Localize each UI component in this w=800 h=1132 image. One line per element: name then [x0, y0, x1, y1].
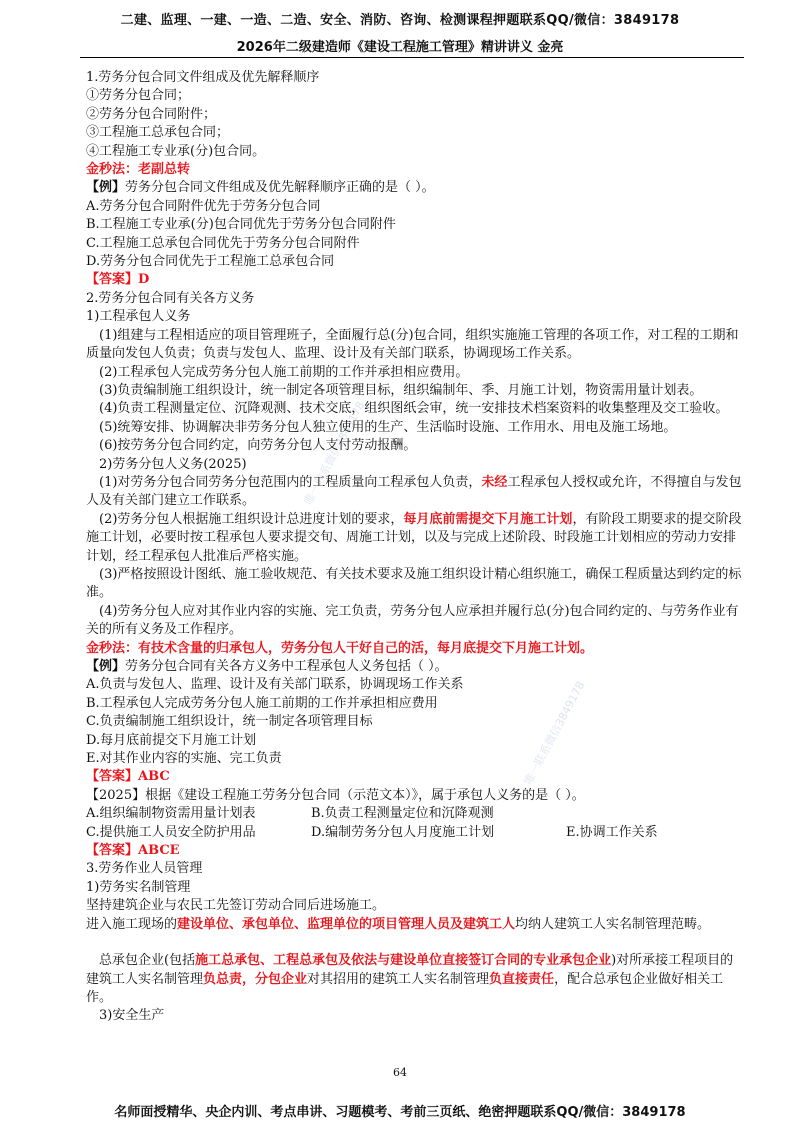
section-title: 2.劳务分包合同有关各方义务	[86, 290, 255, 306]
header-title: 2026年二级建造师《建设工程施工管理》精讲讲义 金亮	[236, 40, 564, 55]
watermark: 唯一联系微信3849178	[521, 679, 588, 788]
example-label: 【例】	[86, 180, 126, 196]
option: D.劳务分包合同优先于工程施工总承包合同	[86, 254, 335, 270]
list-item: ②劳务分包合同附件；	[86, 106, 217, 122]
header-contact-line: 二建、监理、一建、一造、二造、安全、消防、咨询、检测课程押题联系QQ/微信：3849178	[120, 13, 680, 28]
paragraph: 进入施工现场的建设单位、承包单位、监理单位的项目管理人员及建筑工人均纳人建筑工人实名制管理范畴。	[86, 916, 711, 932]
page-number: 64	[393, 1066, 407, 1079]
option: E.对其作业内容的实施、完工负责	[86, 751, 282, 767]
option: A.组织编制物资需用量计划表	[86, 806, 256, 822]
paragraph: (1)组建与工程相适应的项目管理班子，全面履行总(分)包合同，组织实施施工管理的各项工作，对工程的工期和质量向发包人负责；负责与发包人、监理、设计及有关部门联系，协调现场工作关系。	[86, 327, 739, 362]
option: A.负责与发包人、监理、设计及有关部门联系，协调现场工作关系	[86, 677, 464, 693]
paragraph: (1)对劳务分包合同劳务分包范围内的工程质量向工程承包人负责，未经工程承包人授权或允许，不得擅自与发包人及有关部门建立工作联系。	[86, 474, 742, 509]
option: C.提供施工人员安全防护用品	[86, 824, 256, 840]
example-question: 【2025】根据《建设工程施工劳务分包合同（示范文本）》，属于承包人义务的是（ ）。	[86, 787, 585, 803]
paragraph: (2)劳务分包人根据施工组织设计总进度计划的要求，每月底前需提交下月施工计划，有阶段工期要求的提交阶段施工计划，必要时按工程承包人要求提交旬、周施工计划，以及与完成上述阶段、时段施工计划相应的劳动力安排计划，经工程承包人批准后严格实施。	[86, 511, 742, 564]
option: C.工程施工总承包合同优先于劳务分包合同附件	[86, 235, 360, 251]
option: B.工程承包人完成劳务分包人施工前期的工作并承担相应费用	[86, 695, 438, 711]
section-title: 1.劳务分包合同文件组成及优先解释顺序	[86, 70, 320, 85]
document-body	[86, 69, 746, 1026]
option: A.劳务分包合同附件优先于劳务分包合同	[86, 198, 321, 214]
paragraph: 坚持建筑企业与农民工先签订劳动合同后进场施工。	[86, 898, 386, 914]
list-item: ③工程施工总承包合同；	[86, 125, 230, 141]
answer: 【答案】ABCE	[86, 843, 180, 859]
option: D.每月底前提交下月施工计划	[86, 732, 257, 748]
option: B.负责工程测量定位和沉降观测	[311, 806, 494, 822]
list-item: ①劳务分包合同；	[86, 88, 191, 104]
option: E.协调工作关系	[566, 824, 658, 840]
answer: 【答案】D	[86, 272, 150, 288]
example-label: 【例】	[86, 659, 126, 674]
header-divider	[80, 57, 744, 58]
paragraph: (3)负责编制施工组织设计，统一制定各项管理目标，组织编制年、季、月施工计划，物资需用量计划表。	[99, 382, 703, 398]
answer: 【答案】ABC	[86, 769, 170, 785]
subsection-title: 3)安全生产	[99, 1008, 165, 1024]
option-row	[86, 805, 746, 823]
paragraph: (6)按劳务分包合同约定，向劳务分包人支付劳动报酬。	[99, 438, 417, 454]
subsection-title: 1)劳务实名制管理	[86, 879, 191, 895]
example-question: 【例】劳务分包合同有关各方义务中工程承包人义务包括（ ）。	[86, 659, 448, 674]
paragraph: (5)统筹安排、协调解决非劳务分包人独立使用的生产、生活临时设施、工作用水、用电及施工场地。	[99, 419, 677, 435]
section-title: 3.劳务作业人员管理	[86, 861, 203, 877]
paragraph: (3)严格按照设计图纸、施工验收规范、有关技术要求及施工组织设计精心组织施工，确保工程质量达到约定的标准。	[86, 566, 742, 601]
paragraph: (2)工程承包人完成劳务分包人施工前期的工作并承担相应费用。	[99, 364, 469, 380]
option: C.负责编制施工组织设计，统一制定各项管理目标	[86, 714, 373, 730]
option-row	[86, 824, 746, 842]
page-footer: 名师面授精华、央企内训、考点串讲、习题模考、考前三页纸、绝密押题联系QQ/微信：3849178	[114, 1105, 686, 1120]
list-item: ④工程施工专业承(分)包合同。	[86, 143, 266, 159]
watermark: 唯一联系微信3849178	[301, 399, 368, 508]
option: B.工程施工专业承(分)包合同优先于劳务分包合同附件	[86, 217, 396, 233]
mnemonic: 金秒法：老副总转	[86, 162, 191, 178]
paragraph: 总承包企业(包括施工总承包、工程总承包及依法与建设单位直接签订合同的专业承包企业)对所承接工程项目的建筑工人实名制管理负总责，分包企业对其招用的建筑工人实名制管理负直接责任，配合总承包企业做好相关工作。	[86, 953, 734, 1005]
subsection-title: 1)工程承包人义务	[86, 309, 191, 325]
subsection-title: 2)劳务分包人义务(2025)	[99, 456, 247, 472]
example-question: 【例】劳务分包合同文件组成及优先解释顺序正确的是（ ）。	[86, 180, 435, 196]
paragraph: (4)劳务分包人应对其作业内容的实施、完工负责，劳务分包人应承担并履行总(分)包合同约定的、与劳务作业有关的所有义务及工作程序。	[86, 603, 739, 638]
spacer	[86, 934, 746, 952]
paragraph: (4)负责工程测量定位、沉降观测、技术交底，组织图纸会审，统一安排技术档案资料的收集整理及交工验收。	[99, 401, 729, 417]
option: D.编制劳务分包人月度施工计划	[311, 824, 495, 840]
page-header	[0, 12, 800, 57]
mnemonic: 金秒法：有技术含量的归承包人，劳务分包人干好自己的活，每月底提交下月施工计划。	[86, 640, 594, 656]
